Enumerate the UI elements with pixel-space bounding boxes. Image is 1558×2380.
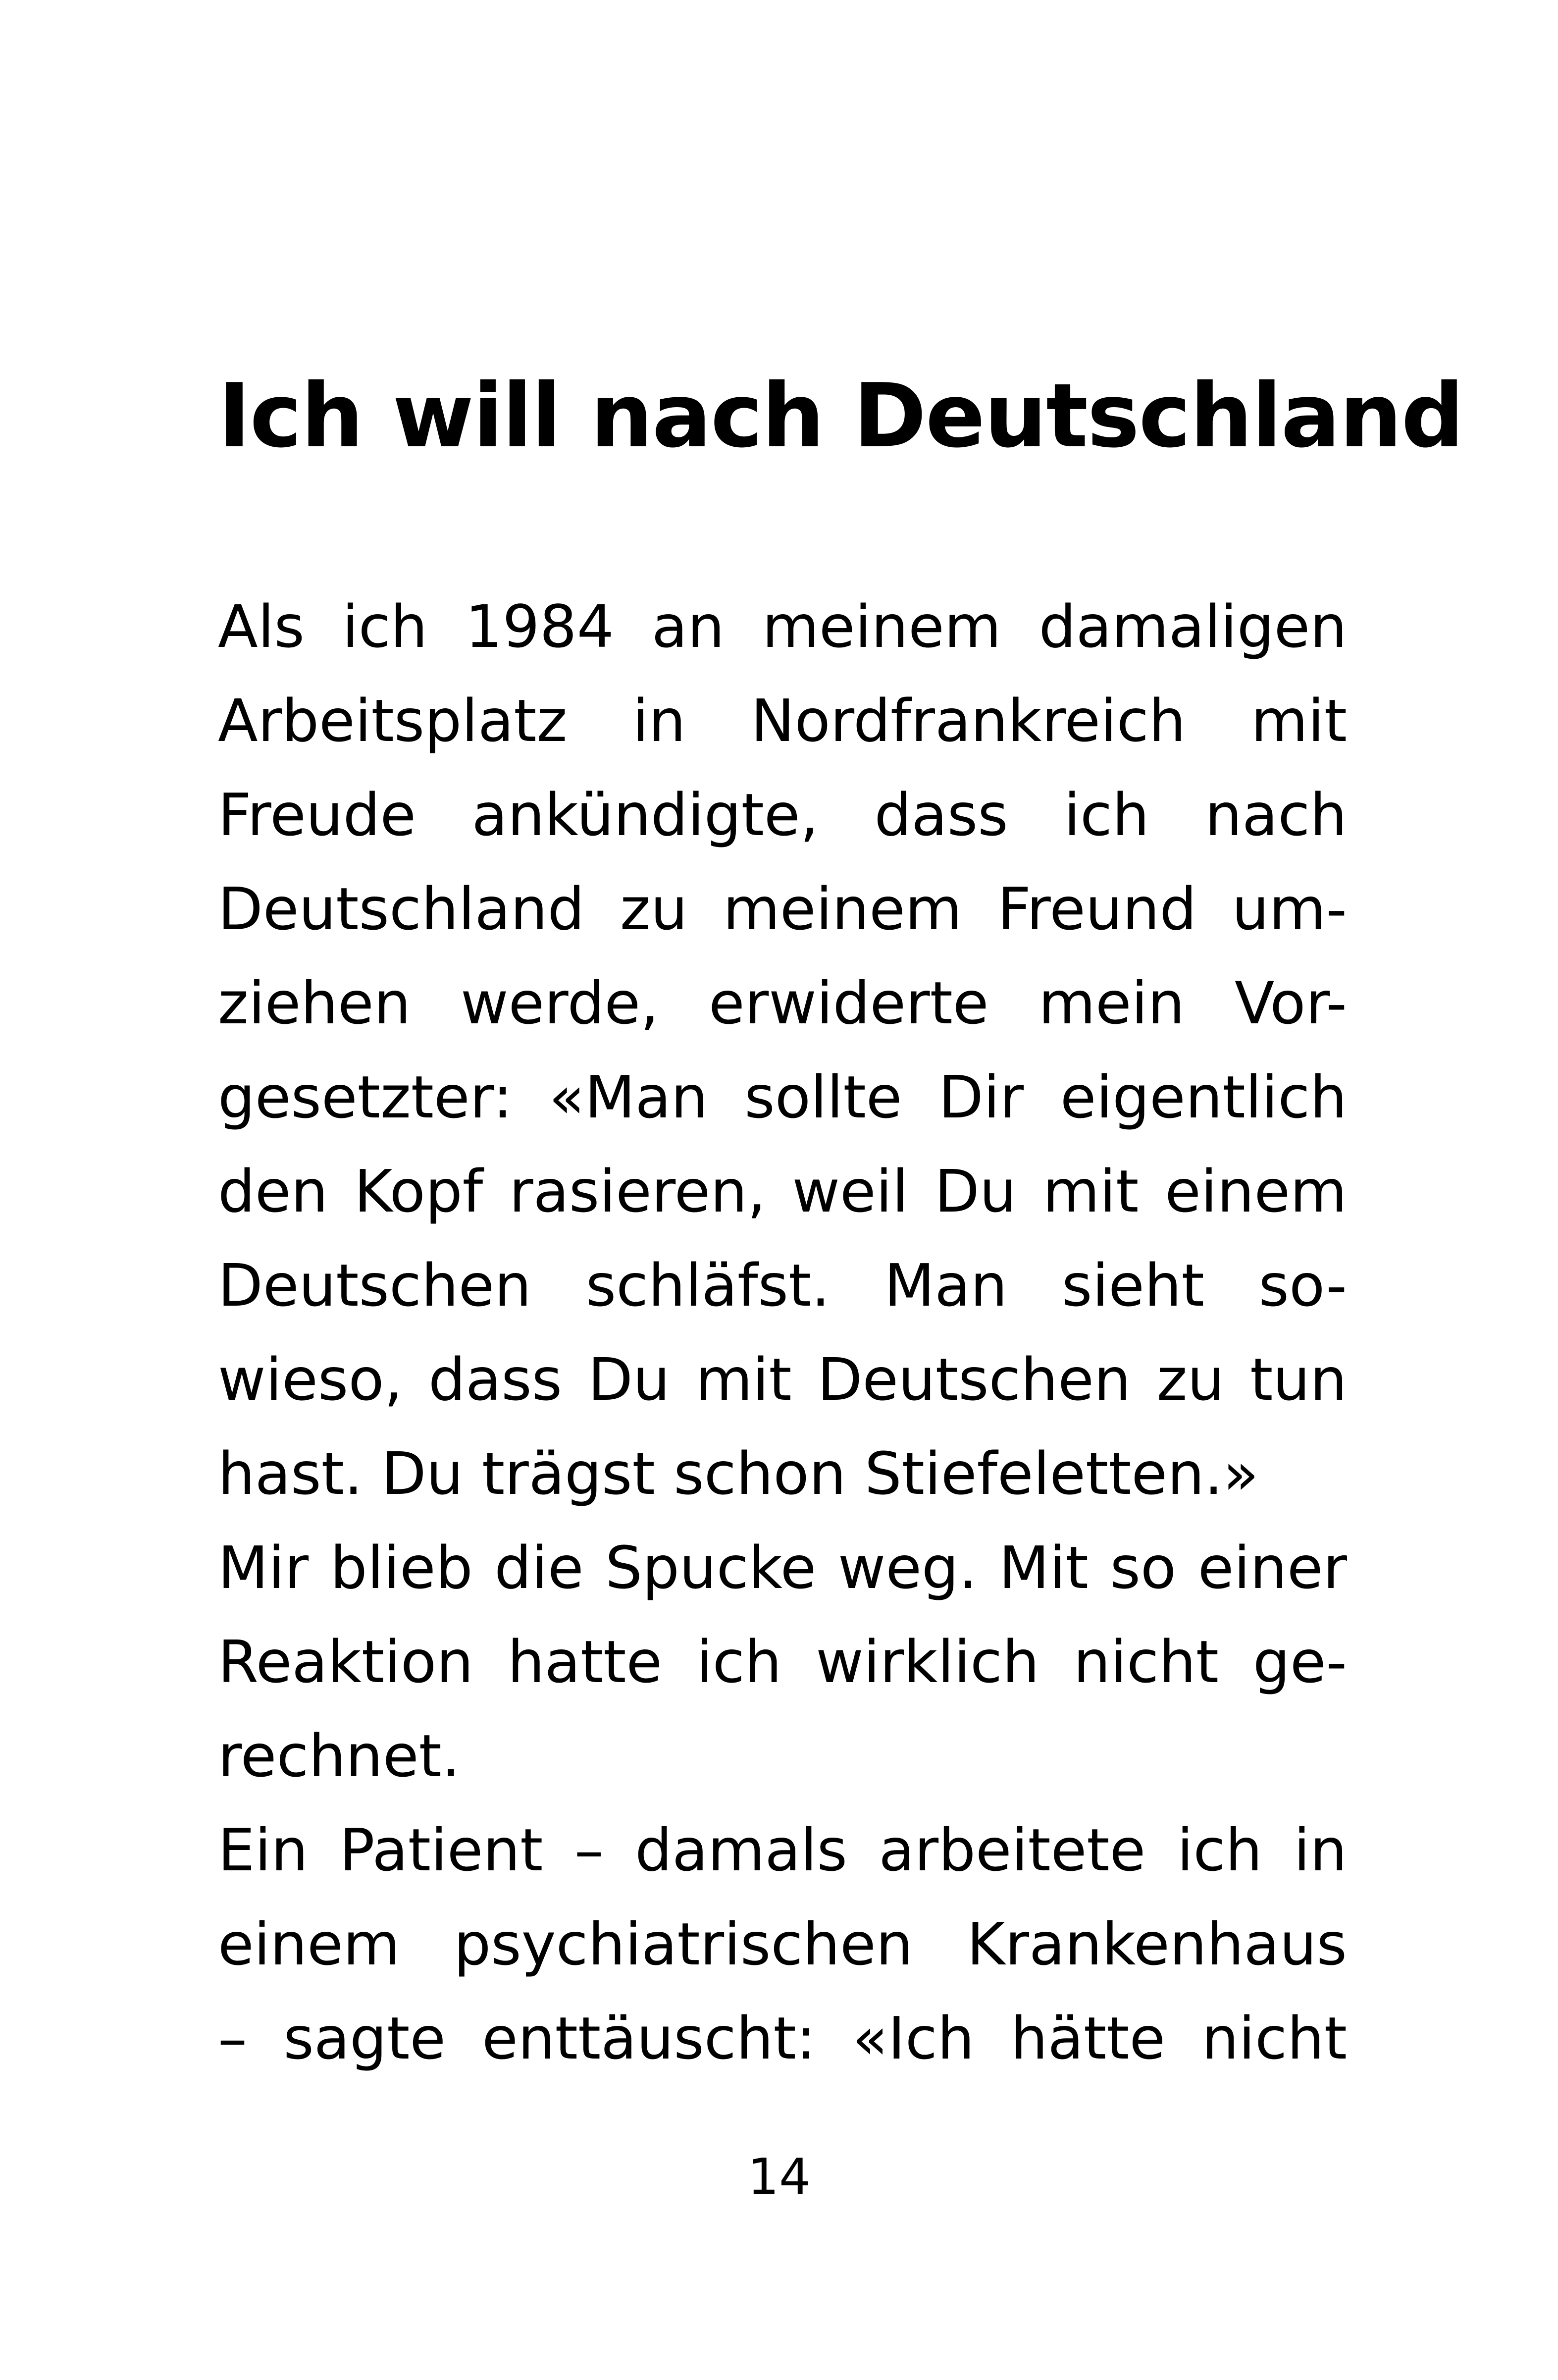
text-line: Als ich 1984 an meinem damaligen [218,592,1347,661]
text-line: den Kopf rasieren, weil Du mit einem [218,1157,1347,1225]
text-line: – sagte enttäuscht: «Ich hätte nicht [218,2004,1347,2072]
text-line: Reaktion hatte ich wirklich nicht ge- [218,1628,1347,1696]
text-line: Ein Patient – damals arbeitete ich in [218,1816,1347,1884]
text-line: hast. Du trägst schon Stiefeletten.» [218,1439,1259,1508]
body-text [218,580,1347,2085]
text-line: Deutschen schläfst. Man sieht so- [218,1251,1347,1320]
text-line: wieso, dass Du mit Deutschen zu tun [218,1345,1347,1414]
text-line: Arbeitsplatz in Nordfrankreich mit [218,687,1347,755]
text-line: gesetzter: «Man sollte Dir eigentlich [218,1063,1347,1131]
text-line: rechnet. [218,1722,461,1790]
text-line: Freude ankündigte, dass ich nach [218,781,1347,849]
page-number: 14 [747,2148,811,2206]
chapter-title: Ich will nach Deutschland [218,365,1463,467]
text-line: Deutschland zu meinem Freund um- [218,875,1347,943]
text-line: ziehen werde, erwiderte mein Vor- [218,969,1347,1037]
text-line: Mir blieb die Spucke weg. Mit so einer [218,1534,1347,1602]
text-line: einem psychiatrischen Krankenhaus [218,1910,1347,1978]
